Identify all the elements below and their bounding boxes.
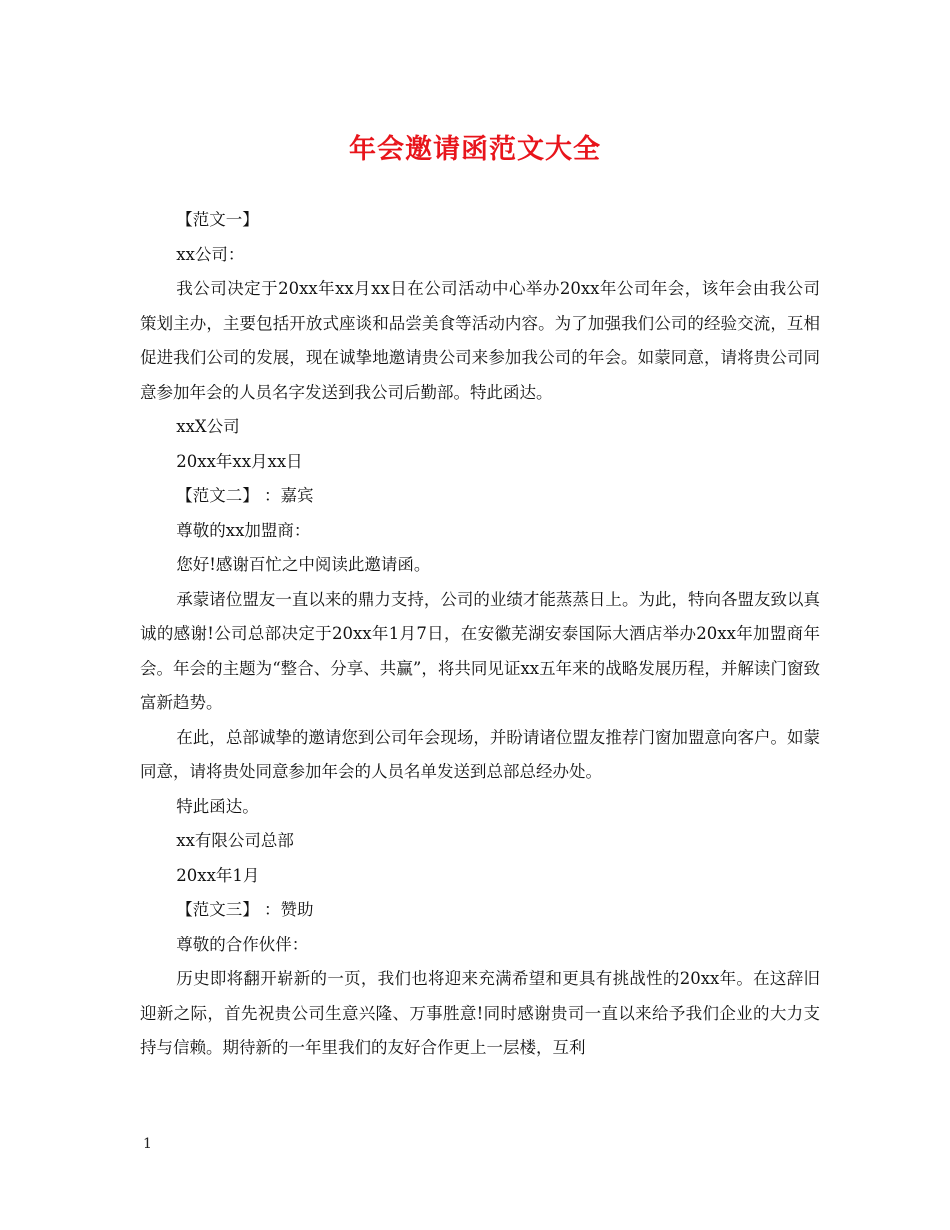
paragraph: 尊敬的xx加盟商： bbox=[176, 520, 311, 540]
paragraph: xx有限公司总部 bbox=[176, 831, 294, 850]
paragraph: 【范文一】 bbox=[176, 210, 259, 229]
paragraph: 我公司决定于20xx年xx月xx日在公司活动中心举办20xx年公司年会，该年会由我公司策划主办，主要包括开放式座谈和品尝美食等活动内容。为了加强我们公司的经验交流，互相促进我们公司的发展，现在诚挚地邀请贵公司来参加我公司的年会。如蒙同意，请将贵公司同意参加年会的人员名字发送到我公司后勤部。特此函达。 bbox=[140, 279, 820, 402]
document-body bbox=[140, 203, 820, 1066]
paragraph: 承蒙诸位盟友一直以来的鼎力支持，公司的业绩才能蒸蒸日上。为此，特向各盟友致以真诚的感谢!公司总部决定于20xx年1月7日，在安徽芜湖安泰国际大酒店举办20xx年加盟商年会。年会的主题为“整合、分享、共赢”，将共同见证xx五年来的战略发展历程，并解读门窗致富新趋势。 bbox=[140, 589, 820, 712]
page-number: 1 bbox=[143, 1136, 152, 1152]
paragraph: xx公司： bbox=[176, 244, 245, 264]
paragraph: xxX公司 bbox=[176, 417, 240, 436]
paragraph: 特此函达。 bbox=[176, 796, 259, 816]
paragraph: 20xx年xx月xx日 bbox=[176, 451, 303, 471]
paragraph: 【范文三】 ：赞助 bbox=[176, 900, 314, 919]
paragraph: 20xx年1月 bbox=[176, 865, 260, 885]
paragraph: 您好!感谢百忙之中阅读此邀请函。 bbox=[176, 555, 431, 574]
paragraph: 历史即将翻开崭新的一页，我们也将迎来充满希望和更具有挑战性的20xx年。在这辞旧迎新之际，首先祝贵公司生意兴隆、万事胜意!同时感谢贵司一直以来给予我们企业的大力支持与信赖。期待新的一年里我们的友好合作更上一层楼，互利 bbox=[140, 969, 820, 1057]
document-title: 年会邀请函范文大全 bbox=[349, 134, 601, 165]
paragraph: 尊敬的合作伙伴： bbox=[176, 934, 309, 954]
paragraph: 在此，总部诚挚的邀请您到公司年会现场，并盼请诸位盟友推荐门窗加盟意向客户。如蒙同意，请将贵处同意参加年会的人员名单发送到总部总经办处。 bbox=[140, 727, 820, 781]
paragraph: 【范文二】 ：嘉宾 bbox=[176, 486, 314, 505]
